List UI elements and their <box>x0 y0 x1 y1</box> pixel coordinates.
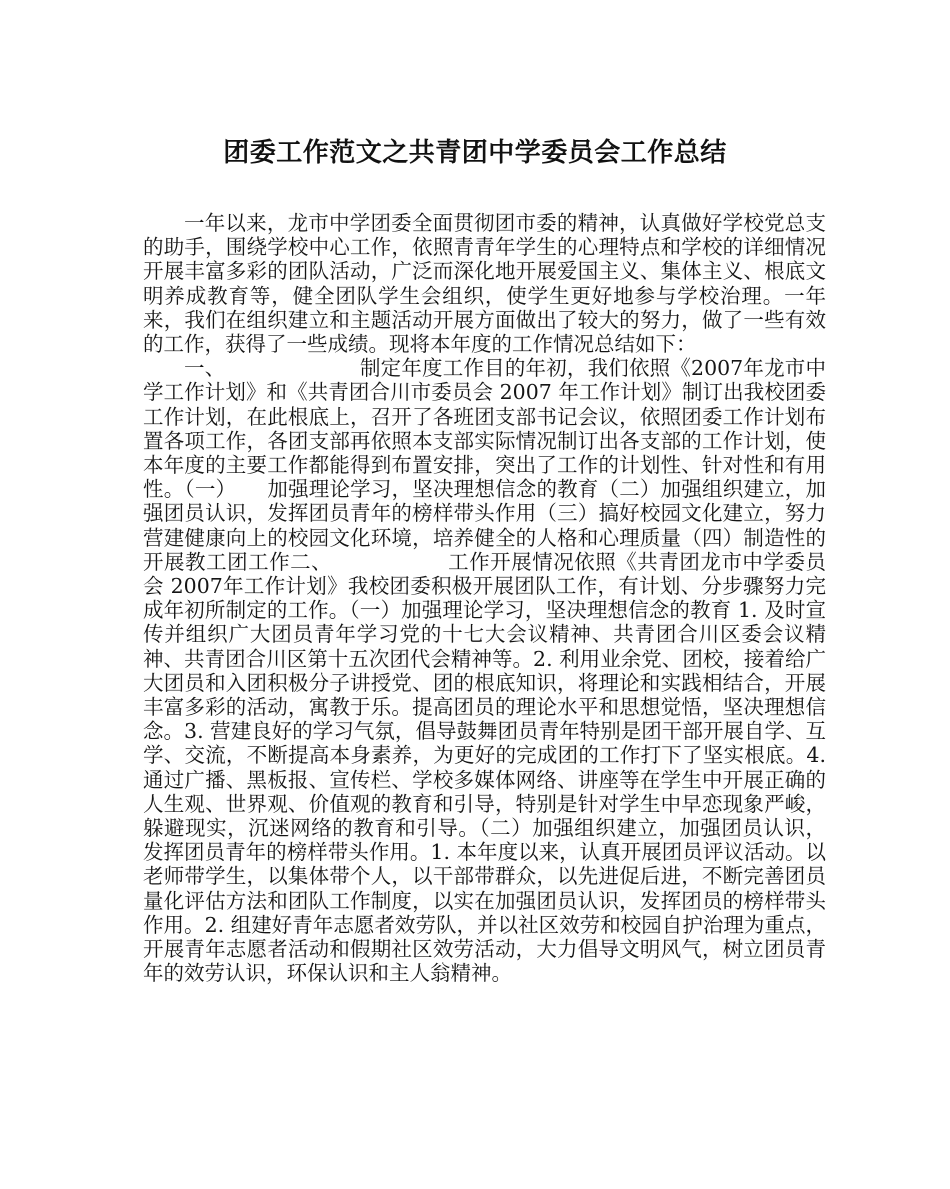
document-title: 团委工作范文之共青团中学委员会工作总结 <box>223 138 727 168</box>
document-body <box>143 211 826 986</box>
paragraph-main: 一、 制定年度工作目的年初，我们依照《2007年龙市中学工作计划》和《共青团合川市委员会 2007 年工作计划》制订出我校团委工作计划，在此根底上，召开了各班团支部书记会议，依照团委工作计划布置各项工作，各团支部再依照本支部实际情况制订出各支部的工作计划，使本年度的主要工作都能得到布置安排，突出了工作的计划性、针对性和有用性。（一） 加强理论学习，坚决理想信念的教育（二）加强组织建立，加强团员认识，发挥团员青年的榜样带头作用（三）搞好校园文化建立，努力营建健康向上的校园文化环境，培养健全的人格和心理质量（四）制造性的开展教工团工作二、 工作开展情况依照《共青团龙市中学委员会 2007年工作计划》我校团委积极开展团队工作，有计划、分步骤努力完成年初所制定的工作。（一）加强理论学习，坚决理想信念的教育 1. 及时宣传并组织广大团员青年学习党的十七大会议精神、共青团合川区委会议精神、共青团合川区第十五次团代会精神等。2. 利用业余党、团校，接着给广大团员和入团积极分子讲授党、团的根底知识，将理论和实践相结合，开展丰富多彩的活动，寓教于乐。提高团员的理论水平和思想觉悟，坚决理想信念。3. 营建良好的学习气氛，倡导鼓舞团员青年特别是团干部开展自学、互学、交流，不断提高本身素养，为更好的完成团的工作打下了坚实根底。4. 通过广播、黑板报、宣传栏、学校多媒体网络、讲座等在学生中开展正确的人生观、世界观、价值观的教育和引导，特别是针对学生中早恋现象严峻，躲避现实，沉迷网络的教育和引导。（二）加强组织建立，加强团员认识，发挥团员青年的榜样带头作用。1. 本年度以来，认真开展团员评议活动。以老师带学生，以集体带个人，以干部带群众，以先进促后进，不断完善团员量化评估方法和团队工作制度，以实在加强团员认识，发挥团员的榜样带头作用。2. 组建好青年志愿者效劳队，并以社区效劳和校园自护治理为重点，开展青年志愿者活动和假期社区效劳活动，大力倡导文明风气，树立团员青年的效劳认识，环保认识和主人翁精神。 <box>143 356 826 986</box>
paragraph-intro: 一年以来，龙市中学团委全面贯彻团市委的精神，认真做好学校党总支的助手，围绕学校中心工作，依照青青年学生的心理特点和学校的详细情况开展丰富多彩的团队活动，广泛而深化地开展爱国主义、集体主义、根底文明养成教育等，健全团队学生会组织，使学生更好地参与学校治理。一年来，我们在组织建立和主题活动开展方面做出了较大的努力，做了一些有效的工作，获得了一些成绩。现将本年度的工作情况总结如下： <box>143 211 826 357</box>
